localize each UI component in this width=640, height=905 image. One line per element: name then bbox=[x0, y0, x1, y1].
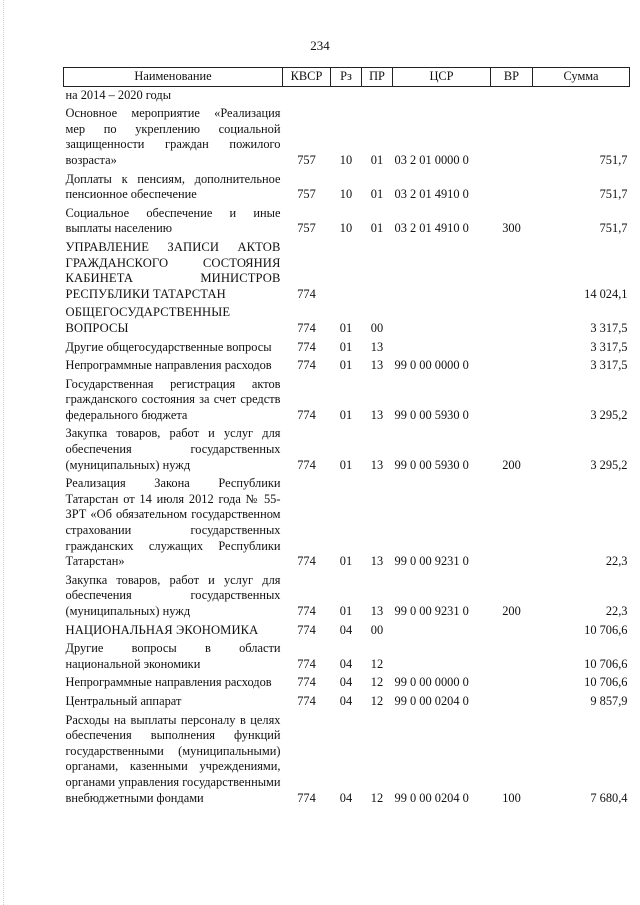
row-rz: 10 bbox=[339, 221, 353, 236]
header-name: Наименование bbox=[64, 68, 283, 87]
table-row bbox=[64, 238, 630, 303]
row-pr: 13 bbox=[370, 407, 384, 422]
row-pr: 12 bbox=[370, 656, 384, 671]
row-sum: 22,3 bbox=[605, 554, 628, 569]
table-row bbox=[64, 303, 630, 337]
table-row bbox=[64, 375, 630, 425]
row-csr bbox=[393, 238, 491, 303]
row-rz: 01 bbox=[339, 554, 353, 569]
table-row bbox=[64, 204, 630, 238]
table-row bbox=[64, 692, 630, 711]
row-rz: 01 bbox=[339, 407, 353, 422]
row-vr bbox=[491, 474, 533, 571]
row-csr: 99 0 00 9231 0 bbox=[394, 604, 469, 618]
row-sum: 3 317,5 bbox=[590, 339, 628, 354]
row-vr bbox=[491, 104, 533, 169]
row-pr: 12 bbox=[370, 790, 384, 805]
row-csr bbox=[393, 621, 491, 640]
row-csr: 03 2 01 4910 0 bbox=[394, 221, 469, 236]
row-kvsr: 774 bbox=[297, 286, 316, 301]
row-rz: 04 bbox=[339, 622, 353, 637]
row-rz: 01 bbox=[339, 358, 353, 373]
row-csr: 99 0 00 9231 0 bbox=[394, 554, 469, 569]
row-vr bbox=[491, 356, 533, 375]
row-rz: 01 bbox=[339, 457, 353, 472]
row-sum: 3 317,5 bbox=[590, 358, 628, 373]
row-name: Основное мероприятие «Реализация мер по укреплению социальной защищенности граждан пожилого возраста» bbox=[65, 106, 281, 167]
row-name: Государственная регистрация актов гражданского состояния за счет средств федерального бюджета bbox=[65, 376, 281, 422]
row-vr bbox=[491, 238, 533, 303]
table-row bbox=[64, 639, 630, 673]
header-csr: ЦСР bbox=[393, 68, 491, 87]
row-name: Другие общегосударственные вопросы bbox=[65, 339, 272, 354]
row-vr: 200 bbox=[502, 604, 521, 618]
row-rz: 10 bbox=[339, 187, 353, 202]
row-csr bbox=[393, 303, 491, 337]
row-vr bbox=[491, 673, 533, 692]
row-csr: 99 0 00 0204 0 bbox=[394, 790, 469, 805]
row-name: Социальное обеспечение и иные выплаты населению bbox=[65, 205, 281, 236]
row-kvsr: 774 bbox=[297, 320, 316, 335]
row-kvsr: 757 bbox=[297, 187, 316, 202]
row-sum: 751,7 bbox=[599, 221, 628, 236]
row-name: Доплаты к пенсиям, дополнительное пенсионное обеспечение bbox=[65, 171, 281, 202]
row-sum: 751,7 bbox=[599, 187, 628, 202]
row-pr: 12 bbox=[370, 675, 384, 690]
row-name: Закупка товаров, работ и услуг для обеспечения государственных (муниципальных) нужд bbox=[65, 572, 281, 618]
header-sum: Сумма bbox=[533, 68, 630, 87]
row-rz: 04 bbox=[339, 790, 353, 805]
row-pr bbox=[362, 238, 393, 303]
table-row bbox=[64, 356, 630, 375]
row-vr: 100 bbox=[502, 790, 521, 805]
row-pr: 13 bbox=[370, 358, 384, 373]
row-pr: 01 bbox=[370, 221, 384, 236]
row-kvsr: 774 bbox=[297, 554, 316, 569]
row-rz bbox=[331, 238, 362, 303]
row-csr bbox=[393, 338, 491, 357]
table-row bbox=[64, 424, 630, 474]
row-sum: 10 706,6 bbox=[584, 675, 628, 690]
row-vr bbox=[491, 170, 533, 204]
row-csr: 99 0 00 0204 0 bbox=[394, 693, 469, 708]
row-vr bbox=[491, 375, 533, 425]
row-name: ОБЩЕГОСУДАРСТВЕННЫЕ ВОПРОСЫ bbox=[65, 305, 231, 335]
row-rz: 01 bbox=[339, 339, 353, 354]
table-row bbox=[64, 571, 630, 621]
row-kvsr: 757 bbox=[297, 152, 316, 167]
row-kvsr: 774 bbox=[297, 622, 316, 637]
row-sum: 3 295,2 bbox=[590, 407, 628, 422]
row-rz: 04 bbox=[339, 675, 353, 690]
row-kvsr: 774 bbox=[297, 457, 316, 472]
row-name: Расходы на выплаты персоналу в целях обеспечения выполнения функций государственными (муниципальными) органами, казенными учреждениями, органами управления государственными внебюджетными фондами bbox=[65, 712, 281, 805]
header-vr: ВР bbox=[491, 68, 533, 87]
row-rz: 10 bbox=[339, 152, 353, 167]
row-sum: 22,3 bbox=[605, 604, 628, 618]
row-csr: 99 0 00 0000 0 bbox=[394, 675, 469, 690]
row-csr: 03 2 01 0000 0 bbox=[394, 152, 469, 167]
table-row bbox=[64, 104, 630, 169]
row-vr bbox=[491, 639, 533, 673]
row-vr: 200 bbox=[502, 457, 521, 472]
table-row bbox=[64, 673, 630, 692]
row-kvsr: 774 bbox=[297, 656, 316, 671]
row-kvsr: 774 bbox=[297, 358, 316, 373]
row-vr bbox=[491, 338, 533, 357]
row-sum: 10 706,6 bbox=[584, 656, 628, 671]
row-kvsr: 774 bbox=[297, 675, 316, 690]
row-kvsr: 774 bbox=[297, 604, 316, 618]
table-row bbox=[64, 711, 630, 808]
table-row bbox=[64, 170, 630, 204]
row-pr: 13 bbox=[370, 457, 384, 472]
header-kvsr: КВСР bbox=[283, 68, 331, 87]
row-pr: 00 bbox=[370, 320, 384, 335]
row-rz: 01 bbox=[339, 604, 353, 618]
table-header-row bbox=[64, 68, 630, 87]
row-pr: 12 bbox=[370, 693, 384, 708]
row-rz: 04 bbox=[339, 656, 353, 671]
row-rz: 04 bbox=[339, 693, 353, 708]
row-name: Закупка товаров, работ и услуг для обеспечения государственных (муниципальных) нужд bbox=[65, 426, 281, 472]
row-csr: 99 0 00 5930 0 bbox=[394, 457, 469, 472]
row-pr: 00 bbox=[370, 622, 384, 637]
row-pr: 01 bbox=[370, 187, 384, 202]
row-kvsr: 757 bbox=[297, 221, 316, 236]
row-kvsr: 774 bbox=[297, 790, 316, 805]
row-name: Реализация Закона Республики Татарстан от 14 июля 2012 года № 55-ЗРТ «Об обязательном государственном страховании государственных гражданских служащих Республики Татарстан» bbox=[65, 476, 281, 569]
row-csr: 03 2 01 4910 0 bbox=[394, 187, 469, 202]
row-vr: 300 bbox=[502, 221, 521, 236]
row-kvsr: 774 bbox=[297, 407, 316, 422]
row-sum: 3 295,2 bbox=[590, 457, 628, 472]
row-name: Центральный аппарат bbox=[65, 693, 182, 708]
row-pr: 01 bbox=[370, 152, 384, 167]
row-csr: 99 0 00 0000 0 bbox=[394, 358, 469, 373]
row-sum: 9 857,9 bbox=[590, 693, 628, 708]
row-sum: 751,7 bbox=[599, 152, 628, 167]
header-rz: Рз bbox=[331, 68, 362, 87]
scan-margin-line bbox=[3, 0, 4, 905]
row-sum: 3 317,5 bbox=[590, 320, 628, 335]
row-pr: 13 bbox=[370, 339, 384, 354]
row-pr: 13 bbox=[370, 604, 384, 618]
table-row bbox=[64, 474, 630, 571]
row-name: Другие вопросы в области национальной экономики bbox=[65, 641, 281, 671]
row-sum: 10 706,6 bbox=[584, 622, 628, 637]
budget-table bbox=[63, 67, 630, 807]
continuation-text: на 2014 – 2020 годы bbox=[65, 87, 172, 102]
row-vr bbox=[491, 621, 533, 640]
row-kvsr: 774 bbox=[297, 693, 316, 708]
row-name: УПРАВЛЕНИЕ ЗАПИСИ АКТОВ ГРАЖДАНСКОГО СОСТОЯНИЯ КАБИНЕТА МИНИСТРОВ РЕСПУБЛИКИ ТАТАРСТАН bbox=[65, 239, 281, 301]
table-row bbox=[64, 338, 630, 357]
row-vr bbox=[491, 692, 533, 711]
row-sum: 14 024,1 bbox=[584, 286, 628, 301]
row-pr: 13 bbox=[370, 554, 384, 569]
row-vr bbox=[491, 303, 533, 337]
row-name: Непрограммные направления расходов bbox=[65, 675, 272, 690]
row-name: Непрограммные направления расходов bbox=[65, 358, 272, 373]
page-number: 234 bbox=[310, 38, 330, 53]
table-row bbox=[64, 621, 630, 640]
row-sum: 7 680,4 bbox=[590, 790, 628, 805]
header-pr: ПР bbox=[362, 68, 393, 87]
continuation-row bbox=[64, 86, 630, 104]
row-csr: 99 0 00 5930 0 bbox=[394, 407, 469, 422]
row-csr bbox=[393, 639, 491, 673]
row-rz: 01 bbox=[339, 320, 353, 335]
row-name: НАЦИОНАЛЬНАЯ ЭКОНОМИКА bbox=[65, 622, 259, 637]
row-kvsr: 774 bbox=[297, 339, 316, 354]
